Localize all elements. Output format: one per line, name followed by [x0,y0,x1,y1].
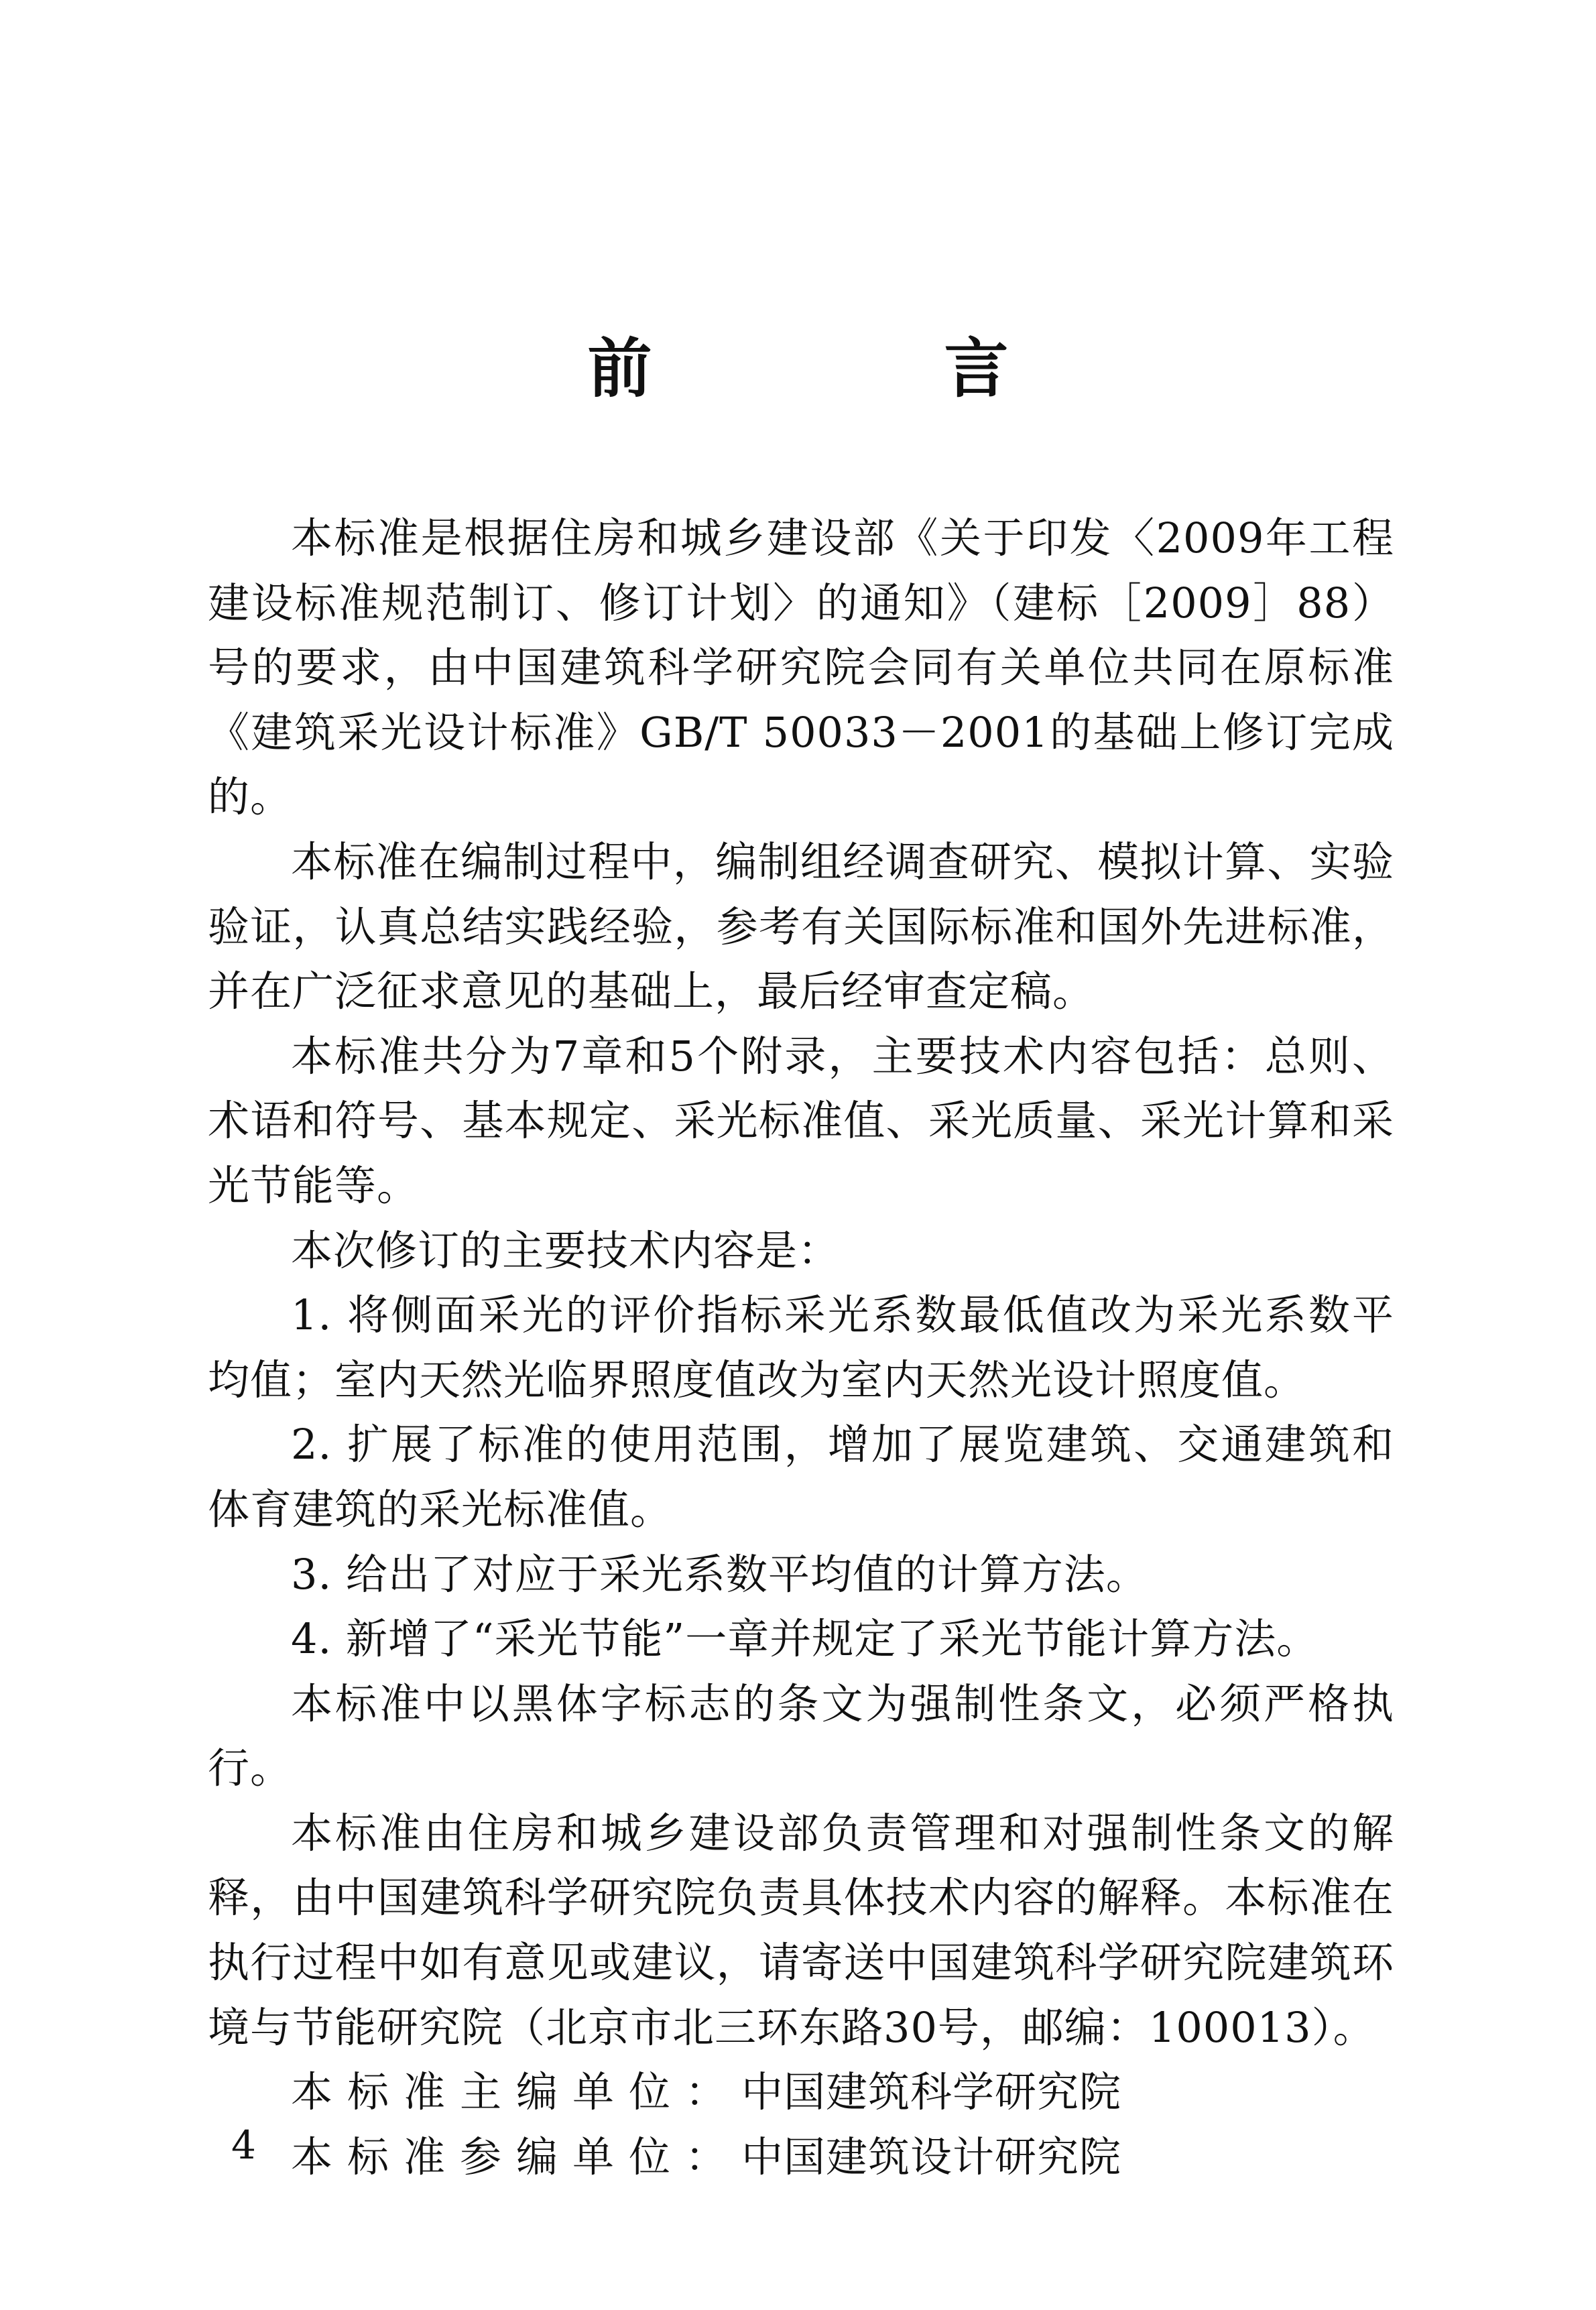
participating-unit-value: 中国建筑设计研究院 [741,2132,1122,2181]
chief-editor-unit [208,2060,1394,2125]
paragraph-management-contact: 本标准由住房和城乡建设部负责管理和对强制性条文的解释，由中国建筑科学研究院负责具体技术内容的解释。本标准在执行过程中如有意见或建议，请寄送中国建筑科学研究院建筑环境与节能研究院（北京市北三环东路30号，邮编：100013）。 [208,1808,1394,2052]
revision-item-2: 2. 扩展了标准的使用范围，增加了展览建筑、交通建筑和体育建筑的采光标准值。 [208,1420,1394,1534]
paragraph-mandatory-clauses: 本标准中以黑体字标志的条文为强制性条文，必须严格执行。 [208,1679,1394,1793]
paragraph-basis: 本标准是根据住房和城乡建设部《关于印发〈2009年工程建设标准规范制订、修订计划〉的通知》（建标［2009］88）号的要求，由中国建筑科学研究院会同有关单位共同在原标准《建筑采光设计标准》GB/T 50033－2001的基础上修订完成的。 [208,513,1394,822]
chief-editor-unit-value: 中国建筑科学研究院 [741,2067,1122,2117]
preface-body [208,506,1394,2189]
participating-unit [208,2125,1394,2190]
participating-unit-label: 本标准参编单位： [291,2132,742,2181]
paragraph-revision-intro: 本次修订的主要技术内容是： [291,1225,841,1275]
page-number: 4 [231,2122,256,2168]
page-title: 前 言 [587,330,1123,406]
revision-item-3: 3. 给出了对应于采光系数平均值的计算方法。 [291,1549,1148,1599]
revision-item-4: 4. 新增了“采光节能”一章并规定了采光节能计算方法。 [291,1614,1319,1664]
paragraph-compilation-process: 本标准在编制过程中，编制组经调查研究、模拟计算、实验验证，认真总结实践经验，参考有关国际标准和国外先进标准，并在广泛征求意见的基础上，最后经审查定稿。 [208,837,1394,1016]
paragraph-main-contents: 本标准共分为7章和5个附录，主要技术内容包括：总则、术语和符号、基本规定、采光标准值、采光质量、采光计算和采光节能等。 [208,1031,1394,1210]
revision-item-1: 1. 将侧面采光的评价指标采光系数最低值改为采光系数平均值；室内天然光临界照度值改为室内天然光设计照度值。 [208,1290,1394,1404]
chief-editor-unit-label: 本标准主编单位： [291,2067,742,2117]
